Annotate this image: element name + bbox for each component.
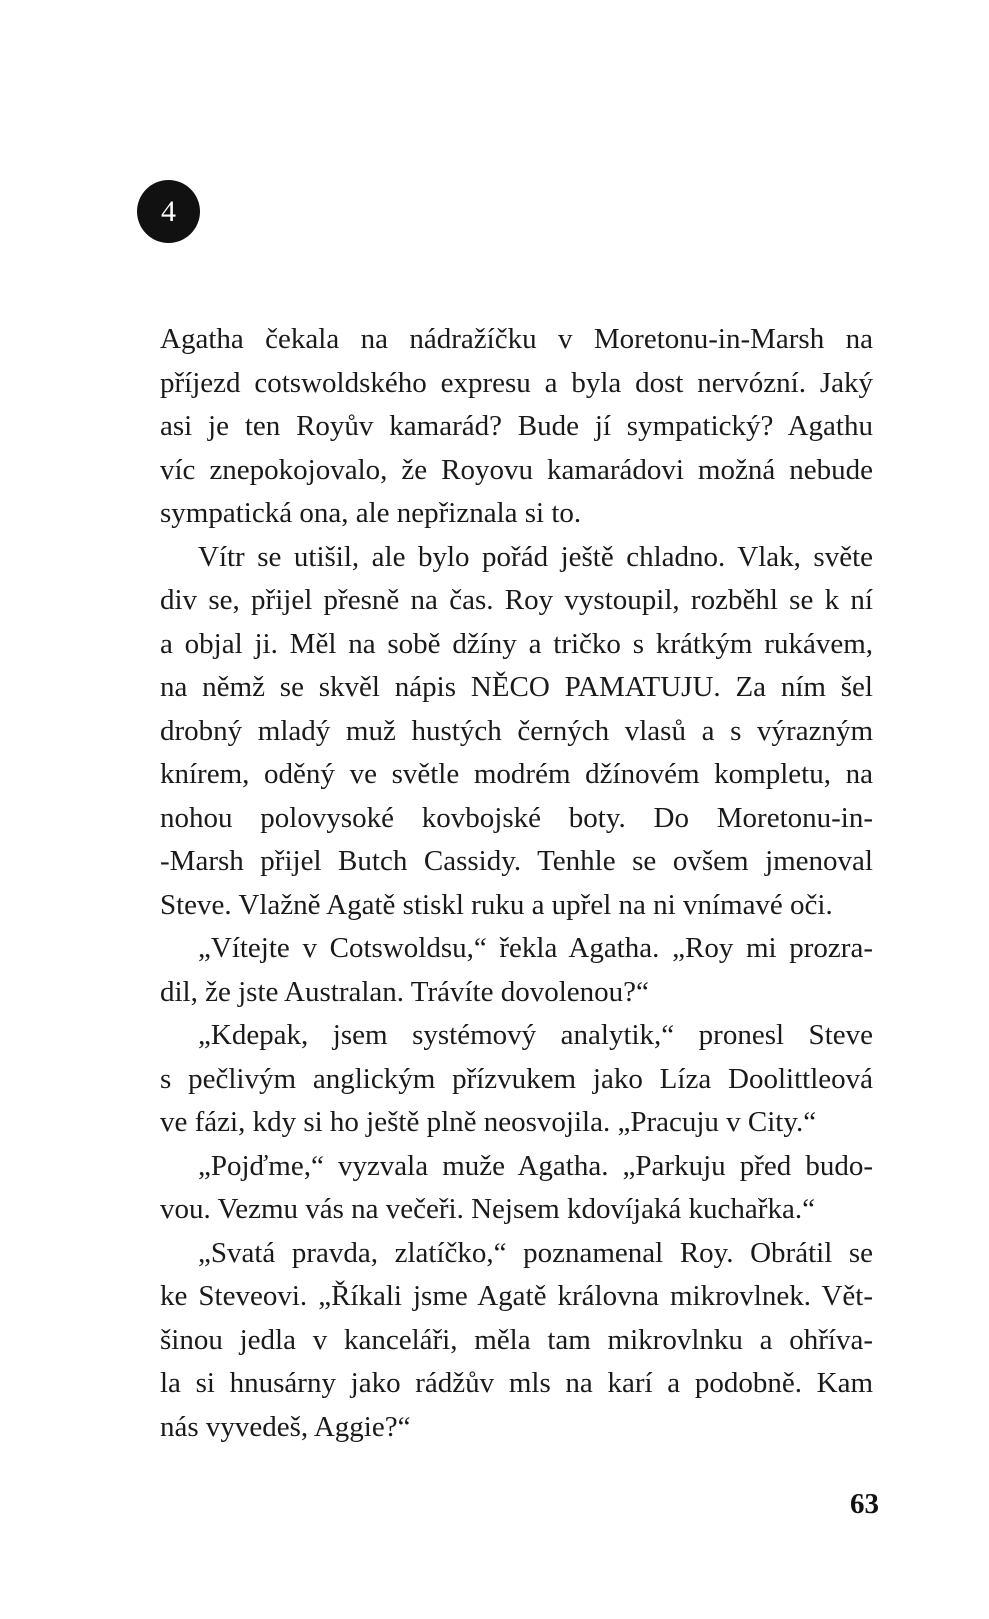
chapter-number: 4 bbox=[161, 195, 176, 228]
text-line: dil, že jste Australan. Trávíte dovolenou?“ bbox=[160, 975, 649, 1008]
text-line: div se, přijel přesně na čas. Roy vystoupil, rozběhl se k ní bbox=[160, 584, 873, 616]
text-line: ke Steveovi. „Říkali jsme Agatě královna mikrovlnek. Vět- bbox=[160, 1280, 873, 1312]
body-text bbox=[160, 318, 873, 1449]
text-line: šinou jedla v kanceláři, měla tam mikrovlnku a ohříva- bbox=[160, 1323, 873, 1356]
text-line: víc znepokojovalo, že Royovu kamarádovi možná nebude bbox=[160, 453, 873, 486]
paragraph bbox=[160, 1145, 873, 1232]
text-line: „Vítejte v Cotswoldsu,“ řekla Agatha. „Roy mi prozra- bbox=[198, 932, 873, 964]
text-line: drobný mladý muž hustých černých vlasů a s výrazným bbox=[160, 714, 873, 747]
text-line: a objal ji. Měl na sobě džíny a tričko s krátkým rukávem, bbox=[160, 627, 873, 660]
text-line: Steve. Vlažně Agatě stiskl ruku a upřel na ni vnímavé oči. bbox=[160, 888, 833, 921]
paragraph bbox=[160, 318, 873, 536]
paragraph bbox=[160, 1232, 873, 1450]
text-line: sympatická ona, ale nepřiznala si to. bbox=[160, 497, 582, 529]
text-line: vou. Vezmu vás na večeři. Nejsem kdovíjaká kuchařka.“ bbox=[160, 1193, 815, 1225]
text-line: -Marsh přijel Butch Cassidy. Tenhle se ovšem jmenoval bbox=[160, 845, 873, 877]
text-line: s pečlivým anglickým přízvukem jako Líza Doolittleová bbox=[160, 1062, 873, 1095]
text-line: la si hnusárny jako rádžův mls na karí a podobně. Kam bbox=[160, 1367, 873, 1399]
paragraph bbox=[160, 536, 873, 928]
text-line: na němž se skvěl nápis NĚCO PAMATUJU. Za ním šel bbox=[160, 671, 873, 703]
text-line: „Svatá pravda, zlatíčko,“ poznamenal Roy. Obrátil se bbox=[198, 1236, 873, 1269]
text-line: nás vyvedeš, Aggie?“ bbox=[160, 1410, 411, 1443]
text-line: asi je ten Royův kamarád? Bude jí sympatický? Agathu bbox=[160, 410, 873, 442]
text-line: „Pojďme,“ vyzvala muže Agatha. „Parkuju před budo- bbox=[198, 1149, 873, 1182]
text-line: nohou polovysoké kovbojské boty. Do Moretonu-in- bbox=[160, 801, 873, 834]
text-line: Agatha čekala na nádražíčku v Moretonu-in-Marsh na bbox=[160, 323, 873, 355]
paragraph bbox=[160, 927, 873, 1014]
page-number: 63 bbox=[850, 1488, 879, 1520]
text-line: ve fázi, kdy si ho ještě plně neosvojila. „Pracuju v City.“ bbox=[160, 1106, 817, 1138]
text-line: příjezd cotswoldského expresu a byla dost nervózní. Jaký bbox=[160, 366, 873, 399]
paragraph bbox=[160, 1014, 873, 1145]
text-line: „Kdepak, jsem systémový analytik,“ pronesl Steve bbox=[198, 1019, 873, 1051]
chapter-number-badge bbox=[137, 180, 200, 243]
text-line: knírem, oděný ve světle modrém džínovém kompletu, na bbox=[160, 758, 873, 790]
text-line: Vítr se utišil, ale bylo pořád ještě chladno. Vlak, světe bbox=[198, 540, 873, 573]
